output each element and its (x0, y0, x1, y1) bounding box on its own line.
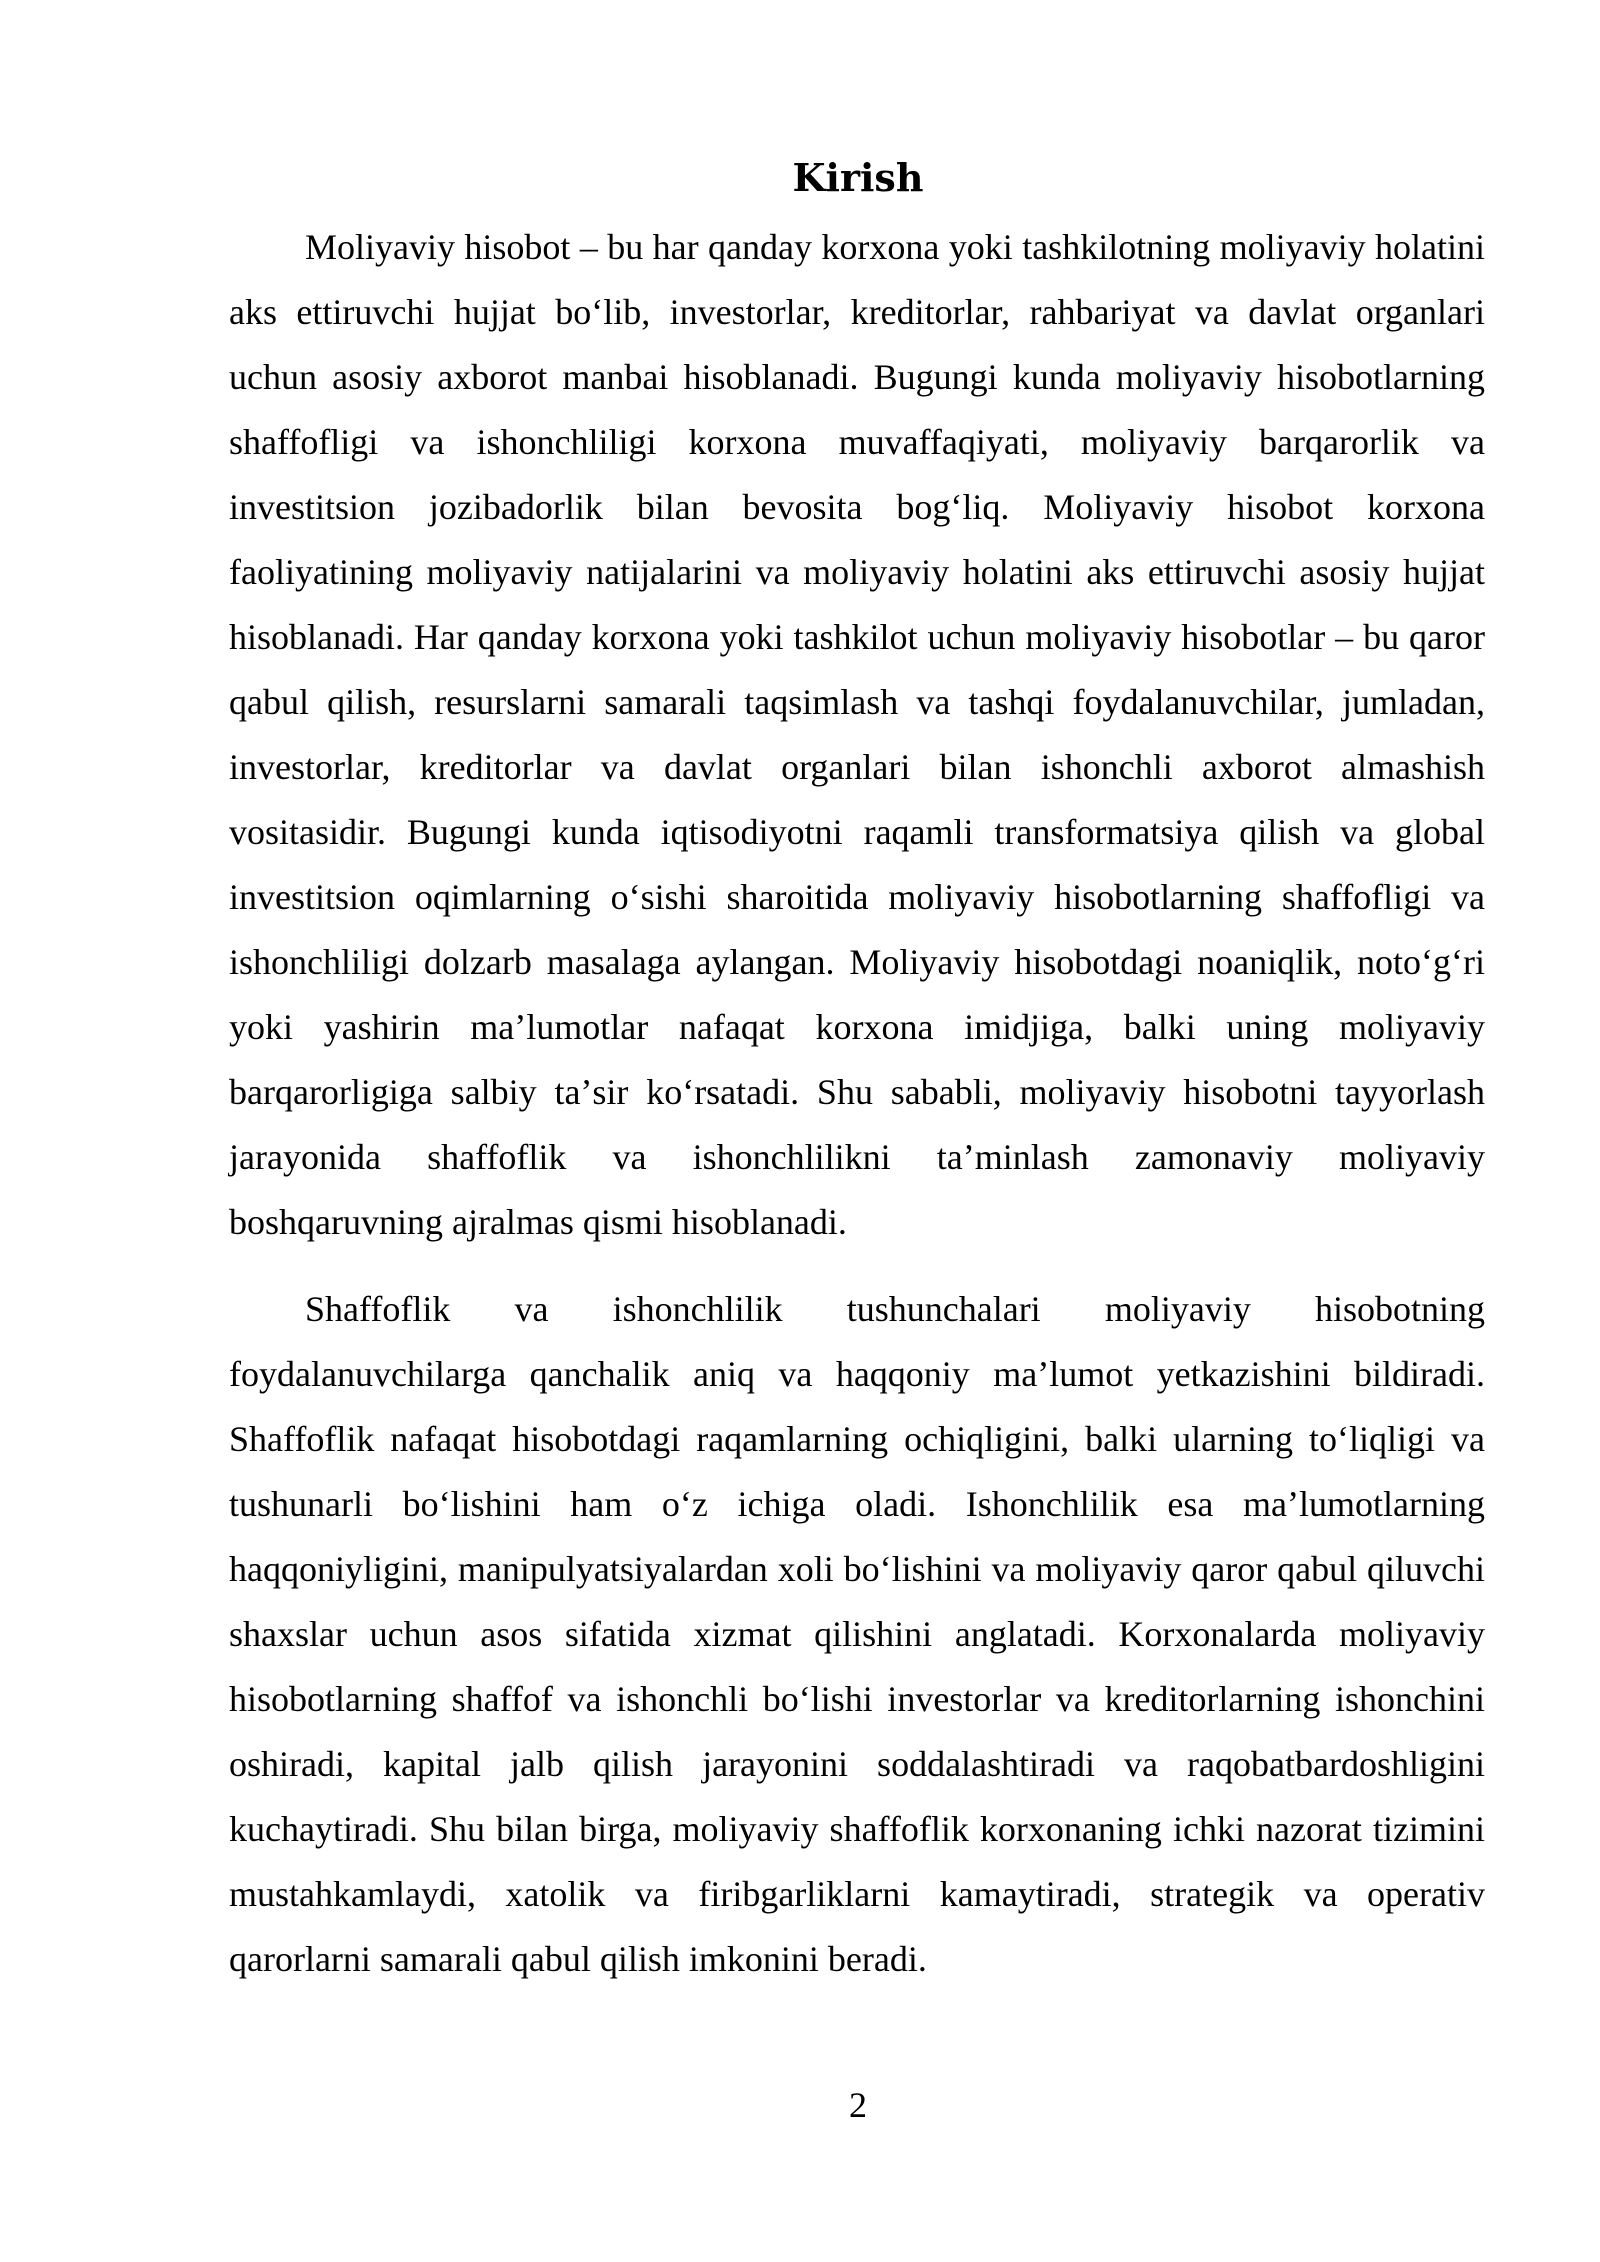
paragraph-1: Moliyaviy hisobot – bu har qanday korxona yoki tashkilotning moliyaviy holatini aks ettiruvchi hujjat boʻlib, investorlar, kreditorlar, rahbariyat va davlat organlari uchun asosiy axborot manbai hisoblanadi. Bugungi kunda moliyaviy hisobotlarning shaffofligi va ishonchliligi korxona muvaffaqiyati, moliyaviy barqarorlik va investitsion jozibadorlik bilan bevosita bogʻliq. Moliyaviy hisobot korxona faoliyatining moliyaviy natijalarini va moliyaviy holatini aks ettiruvchi asosiy hujjat hisoblanadi. Har qanday korxona yoki tashkilot uchun moliyaviy hisobotlar – bu qaror qabul qilish, resurslarni samarali taqsimlash va tashqi foydalanuvchilar, jumladan, investorlar, kreditorlar va davlat organlari bilan ishonchli axborot almashish vositasidir. Bugungi kunda iqtisodiyotni raqamli transformatsiya qilish va global investitsion oqimlarning oʻsishi sharoitida moliyaviy hisobotlarning shaffofligi va ishonchliligi dolzarb masalaga aylangan. Moliyaviy hisobotdagi noaniqlik, notoʻgʻri yoki yashirin maʼlumotlar nafaqat korxona imidjiga, balki uning moliyaviy barqarorligiga salbiy taʼsir koʻrsatadi. Shu sababli, moliyaviy hisobotni tayyorlash jarayonida shaffoflik va ishonchlilikni taʼminlash zamonaviy moliyaviy boshqaruvning ajralmas qismi hisoblanadi. (229, 227, 1485, 1242)
body-text (229, 215, 1485, 1992)
paragraph-2: Shaffoflik va ishonchlilik tushunchalari moliyaviy hisobotning foydalanuvchilarga qanchalik aniq va haqqoniy maʼlumot yetkazishini bildiradi. Shaffoflik nafaqat hisobotdagi raqamlarning ochiqligini, balki ularning toʻliqligi va tushunarli boʻlishini ham oʻz ichiga oladi. Ishonchlilik esa maʼlumotlarning haqqoniyligini, manipulyatsiyalardan xoli boʻlishini va moliyaviy qaror qabul qiluvchi shaxslar uchun asos sifatida xizmat qilishini anglatadi. Korxonalarda moliyaviy hisobotlarning shaffof va ishonchli boʻlishi investorlar va kreditorlarning ishonchini oshiradi, kapital jalb qilish jarayonini soddalashtiradi va raqobatbardoshligini kuchaytiradi. Shu bilan birga, moliyaviy shaffoflik korxonaning ichki nazorat tizimini mustahkamlaydi, xatolik va firibgarliklarni kamaytiradi, strategik va operativ qarorlarni samarali qabul qilish imkonini beradi. (229, 1289, 1485, 1979)
page-number: 2 (849, 2085, 867, 2125)
page-heading: Kirish (792, 155, 924, 200)
